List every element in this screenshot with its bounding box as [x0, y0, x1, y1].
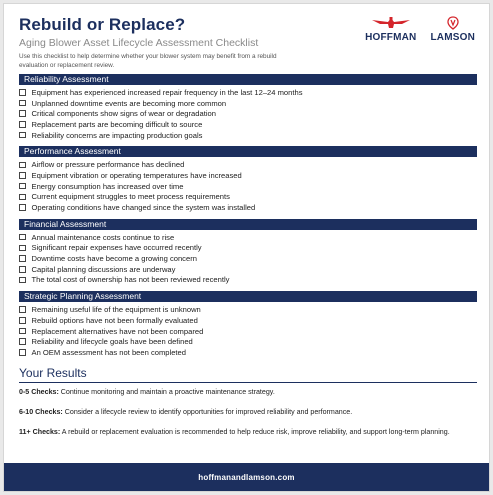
- checklist-item[interactable]: [19, 347, 477, 358]
- checklist-item-label: Critical components show signs of wear or degradation: [31, 109, 216, 119]
- result-11-plus-label: 11+ Checks:: [19, 427, 61, 436]
- hoffman-wing-icon: [370, 16, 412, 30]
- checkbox[interactable]: [19, 89, 26, 96]
- checkbox[interactable]: [19, 234, 26, 241]
- checklist-item[interactable]: [19, 232, 477, 243]
- checkbox[interactable]: [19, 328, 26, 335]
- section-items: [19, 304, 477, 357]
- results-title: Your Results: [19, 365, 87, 380]
- checklist-item[interactable]: [19, 130, 477, 141]
- checklist-item-label: The total cost of ownership has not been reviewed recently: [31, 275, 230, 285]
- intro-text: [19, 53, 329, 70]
- section-header: Financial Assessment: [19, 219, 477, 230]
- checklist-item-label: Unplanned downtime events are becoming more common: [31, 98, 227, 108]
- checklist-item[interactable]: [19, 304, 477, 315]
- checklist-item-label: Equipment has experienced increased repair frequency in the last 12–24 months: [31, 87, 303, 97]
- checklist-item-label: Downtime costs have become a growing concern: [31, 254, 197, 264]
- checkbox[interactable]: [19, 110, 26, 117]
- checklist-item-label: Reliability concerns are impacting production goals: [31, 130, 203, 140]
- checklist-item-label: Equipment vibration or operating temperatures have increased: [31, 170, 242, 180]
- checklist-item-label: An OEM assessment has not been completed: [31, 347, 186, 357]
- checkbox[interactable]: [19, 194, 26, 201]
- section-header: Performance Assessment: [19, 146, 477, 157]
- result-0-5: [19, 388, 477, 397]
- results-divider: [19, 382, 477, 383]
- intro-line-2: evaluation or replacement review.: [19, 61, 115, 69]
- hoffman-logo: [365, 16, 416, 43]
- checklist-item-label: Capital planning discussions are underway: [31, 264, 176, 274]
- checklist-item[interactable]: [19, 87, 477, 98]
- checkbox[interactable]: [19, 338, 26, 345]
- result-6-10-text: Consider a lifecycle review to identify opportunities for improved reliability and performance.: [62, 407, 353, 416]
- checklist-item[interactable]: [19, 181, 477, 192]
- result-11-plus-text: A rebuild or replacement evaluation is recommended to help reduce risk, improve reliability, and support long-term planning.: [60, 427, 450, 436]
- checkbox[interactable]: [19, 245, 26, 252]
- checklist-item-label: Annual maintenance costs continue to rise: [31, 232, 175, 242]
- result-0-5-text: Continue monitoring and maintain a proactive maintenance strategy.: [58, 387, 275, 396]
- checkbox[interactable]: [19, 255, 26, 262]
- checklist-item-label: Replacement parts are becoming difficult to source: [31, 119, 203, 129]
- checklist-item[interactable]: [19, 253, 477, 264]
- checklist-item[interactable]: [19, 326, 477, 337]
- page-header: [19, 15, 349, 70]
- checklist-item-label: Replacement alternatives have not been compared: [31, 326, 204, 336]
- checklist-item-label: Reliability and lifecycle goals have been defined: [31, 337, 193, 347]
- footer-bar: [4, 463, 489, 491]
- checklist-item[interactable]: [19, 243, 477, 254]
- result-6-10: [19, 408, 477, 417]
- checkbox[interactable]: [19, 266, 26, 273]
- checkbox[interactable]: [19, 277, 26, 284]
- checklist-item[interactable]: [19, 108, 477, 119]
- checklist-sections: [19, 74, 477, 358]
- section-header: Reliability Assessment: [19, 74, 477, 85]
- section-items: [19, 87, 477, 140]
- checklist-item[interactable]: [19, 98, 477, 109]
- checkbox[interactable]: [19, 204, 26, 211]
- footer-url-link[interactable]: hoffmanandlamson.com: [198, 472, 295, 482]
- checklist-item-label: Airflow or pressure performance has declined: [31, 160, 185, 170]
- result-11-plus: [19, 428, 477, 437]
- checklist-item[interactable]: [19, 315, 477, 326]
- checkbox[interactable]: [19, 183, 26, 190]
- checklist-item-label: Significant repair expenses have occurred recently: [31, 243, 202, 253]
- checklist-content: [19, 74, 477, 448]
- checkbox[interactable]: [19, 306, 26, 313]
- hoffman-wordmark: HOFFMAN: [365, 32, 417, 43]
- checklist-item-label: Rebuild options have not been formally evaluated: [31, 315, 198, 325]
- checkbox[interactable]: [19, 349, 26, 356]
- section-header: Strategic Planning Assessment: [19, 291, 477, 302]
- checkbox[interactable]: [19, 172, 26, 179]
- result-0-5-label: 0-5 Checks:: [19, 387, 59, 396]
- checklist-item-label: Current equipment struggles to meet process requirements: [31, 192, 230, 202]
- checklist-item-label: Remaining useful life of the equipment is unknown: [31, 305, 201, 315]
- page-subtitle: Aging Blower Asset Lifecycle Assessment Checklist: [19, 37, 259, 49]
- intro-line-1: Use this checklist to help determine whether your blower system may benefit from a rebuild: [19, 53, 277, 60]
- result-6-10-label: 6-10 Checks:: [19, 407, 63, 416]
- brand-logos: [365, 16, 475, 43]
- checklist-item-label: Operating conditions have changed since the system was installed: [31, 203, 256, 213]
- checklist-item[interactable]: [19, 119, 477, 130]
- lamson-mark-icon: [443, 16, 463, 30]
- lamson-logo: [430, 16, 475, 43]
- checkbox[interactable]: [19, 100, 26, 107]
- checklist-item[interactable]: [19, 159, 477, 170]
- checklist-item-label: Energy consumption has increased over time: [31, 181, 184, 191]
- lamson-wordmark: LAMSON: [430, 32, 475, 43]
- checklist-item[interactable]: [19, 264, 477, 275]
- checkbox[interactable]: [19, 121, 26, 128]
- checkbox[interactable]: [19, 162, 26, 169]
- checklist-item[interactable]: [19, 192, 477, 203]
- checklist-item[interactable]: [19, 336, 477, 347]
- checkbox[interactable]: [19, 132, 26, 139]
- checklist-page: [3, 3, 490, 492]
- section-items: [19, 159, 477, 212]
- page-title: Rebuild or Replace?: [19, 15, 186, 34]
- section-items: [19, 232, 477, 285]
- checklist-item[interactable]: [19, 202, 477, 213]
- checklist-item[interactable]: [19, 275, 477, 286]
- checkbox[interactable]: [19, 317, 26, 324]
- checklist-item[interactable]: [19, 170, 477, 181]
